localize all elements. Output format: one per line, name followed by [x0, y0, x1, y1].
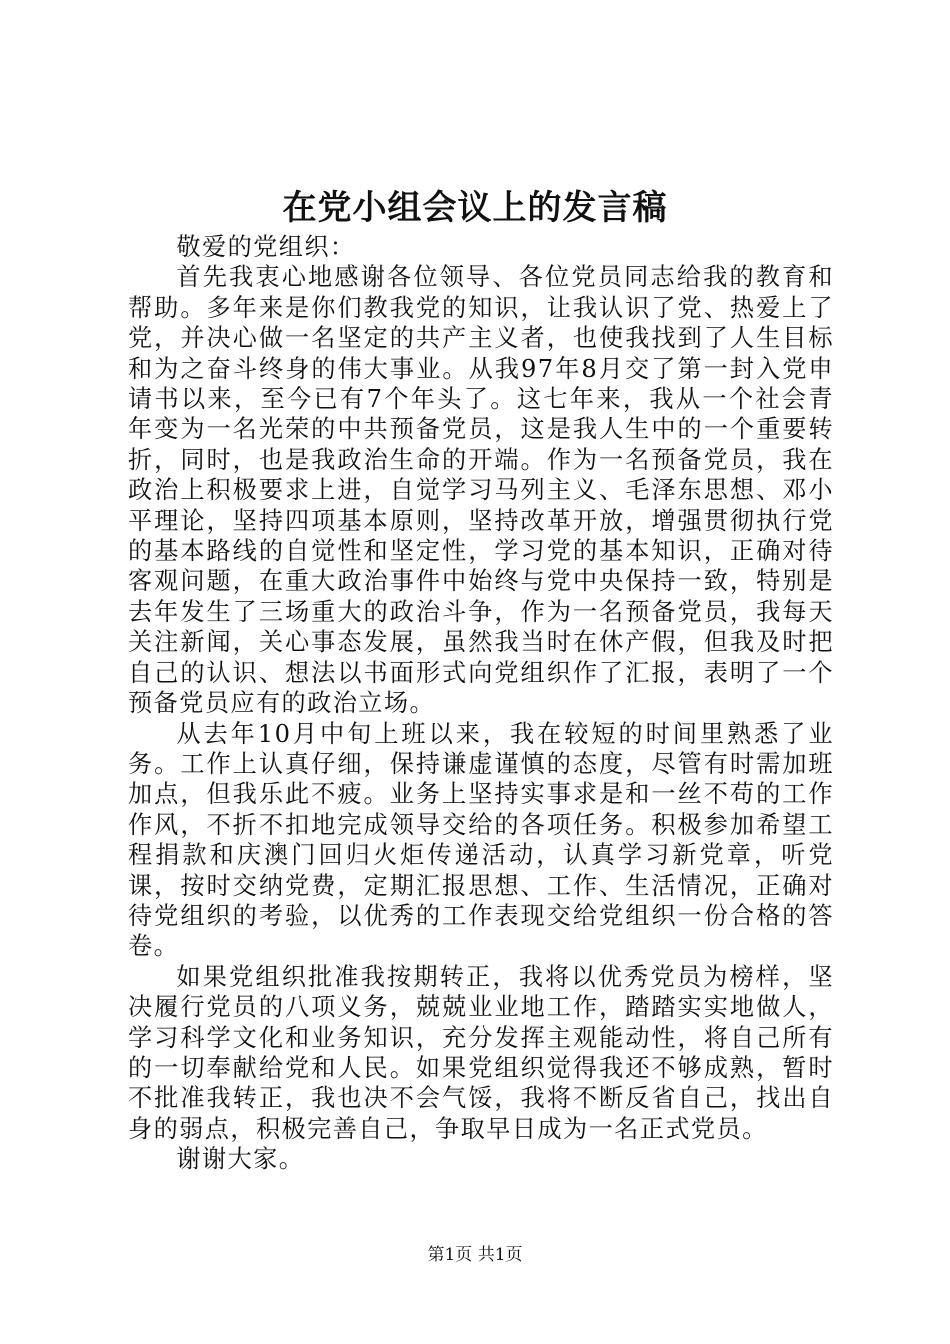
document-body — [128, 232, 834, 1175]
paragraph-1: 首先我衷心地感谢各位领导、各位党员同志给我的教育和帮助。多年来是你们教我党的知识，让我认识了党、热爱上了党，并决心做一名坚定的共产主义者，也使我找到了人生目标和为之奋斗终身的伟大事业。从我97年8月交了第一封入党申请书以来，至今已有7个年头了。这七年来，我从一个社会青年变为一名光荣的中共预备党员，这是我人生中的一个重要转折，同时，也是我政治生命的开端。作为一名预备党员，我在政治上积极要求上进，自觉学习马列主义、毛泽东思想、邓小平理论，坚持四项基本原则，坚持改革开放，增强贯彻执行党的基本路线的自觉性和坚定性，学习党的基本知识，正确对待客观问题，在重大政治事件中始终与党中央保持一致，特别是去年发生了三场重大的政治斗争，作为一名预备党员，我每天关注新闻，关心事态发展，虽然我当时在休产假，但我及时把自己的认识、想法以书面形式向党组织作了汇报，表明了一个预备党员应有的政治立场。 — [128, 263, 834, 718]
document-title: 在党小组会议上的发言稿 — [282, 188, 668, 228]
paragraph-3: 如果党组织批准我按期转正，我将以优秀党员为榜样，坚决履行党员的八项义务，兢兢业业地工作，踏踏实实地做人，学习科学文化和业务知识，充分发挥主观能动性，将自己所有的一切奉献给党和人民。如果党组织觉得我还不够成熟，暂时不批准我转正，我也决不会气馁，我将不断反省自己，找出自身的弱点，积极完善自己，争取早日成为一名正式党员。 — [128, 962, 834, 1143]
page-footer: 第1页 共1页 — [427, 1245, 523, 1265]
closing: 谢谢大家。 — [176, 1145, 305, 1174]
salutation: 敬爱的党组织： — [176, 233, 356, 261]
paragraph-2: 从去年10月中旬上班以来，我在较短的时间里熟悉了业务。工作上认真仔细，保持谦虚谨慎的态度，尽管有时需加班加点，但我乐此不疲。业务上坚持实事求是和一丝不苟的工作作风，不折不扣地完成领导交给的各项任务。积极参加希望工程捐款和庆澳门回归火炬传递活动，认真学习新党章，听党课，按时交纳党费，定期汇报思想、工作、生活情况，正确对待党组织的考验，以优秀的工作表现交给党组织一份合格的答卷。 — [128, 719, 834, 961]
